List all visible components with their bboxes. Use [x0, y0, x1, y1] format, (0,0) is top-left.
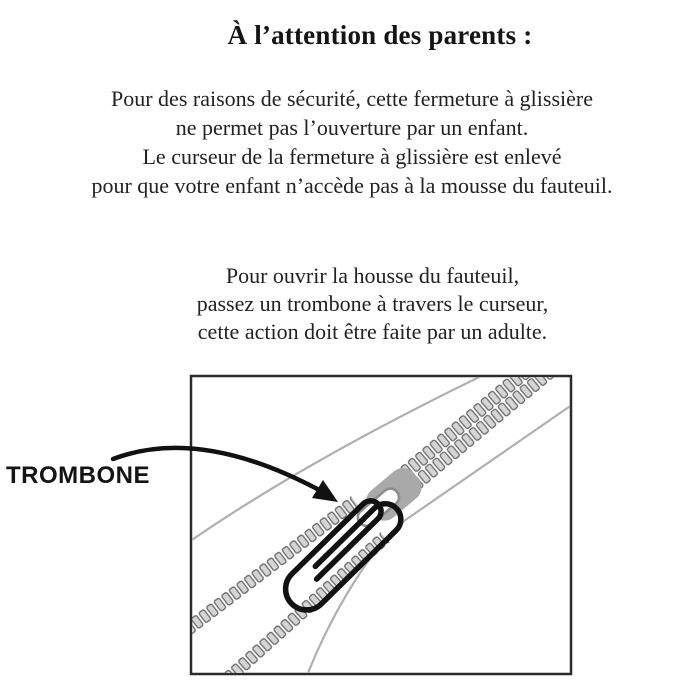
text-line: Pour des raisons de sécurité, cette fermeture à glissière — [111, 86, 593, 111]
text-line: ne permet pas l’ouverture par un enfant. — [175, 115, 529, 140]
text-line: Pour ouvrir la housse du fauteuil, — [225, 263, 520, 288]
text-line: passez un trombone à travers le curseur, — [196, 291, 549, 316]
text-line: Le curseur de la fermeture à glissière est enlevé — [142, 144, 562, 169]
text-line: cette action doit être faite par un adulte. — [197, 319, 548, 344]
trombone-label: TROMBONE — [6, 462, 150, 489]
illustration-frame — [191, 376, 571, 674]
instruction-paragraph — [45, 262, 700, 346]
text-line: pour que votre enfant n’accède pas à la mousse du fauteuil. — [91, 173, 613, 198]
zipper-illustration — [0, 368, 620, 700]
safety-paragraph — [12, 84, 692, 200]
notice-title: À l’attention des parents : — [227, 20, 533, 50]
